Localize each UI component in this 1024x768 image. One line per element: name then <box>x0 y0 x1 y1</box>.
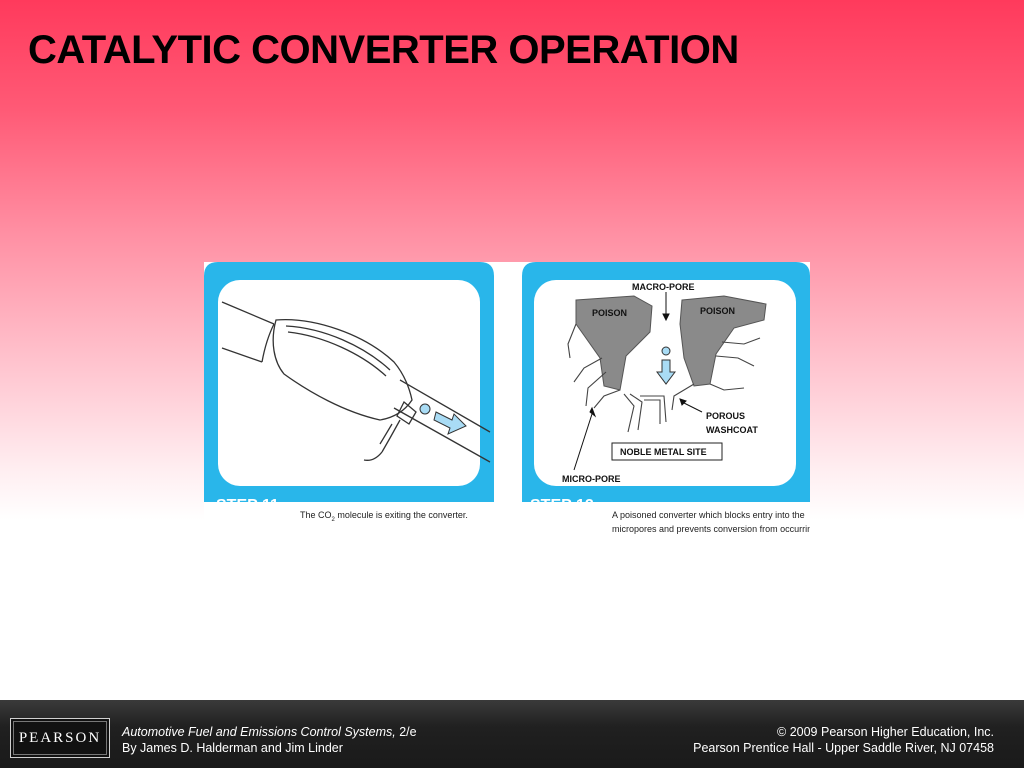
co2-molecule-icon <box>420 404 430 414</box>
micro-pore-label: MICRO-PORE <box>562 474 621 484</box>
step12-panel <box>522 262 810 502</box>
footer-copyright <box>693 724 994 756</box>
step12-label: STEP 12 <box>530 497 594 514</box>
noble-metal-site-label: NOBLE METAL SITE <box>620 447 707 457</box>
book-authors: By James D. Halderman and Jim Linder <box>122 741 343 755</box>
molecule-icon <box>662 347 670 355</box>
slide-title: CATALYTIC CONVERTER OPERATION <box>28 28 739 72</box>
washcoat-label: WASHCOAT <box>706 425 758 435</box>
porous-label: POROUS <box>706 411 746 421</box>
figure-svg <box>204 262 810 540</box>
step12-caption-line1: A poisoned converter which blocks entry into the <box>612 510 805 520</box>
converter-figure <box>204 262 810 540</box>
step11-panel <box>204 262 494 502</box>
copyright-line: © 2009 Pearson Higher Education, Inc. <box>777 725 994 739</box>
step12-caption-line2: micropores and prevents conversion from occurring. <box>612 524 810 534</box>
step11-caption: The $CO_2$ molecule is exiting the converter. <box>300 510 468 523</box>
pearson-logo: PEARSON <box>10 718 110 758</box>
book-edition: 2/e <box>395 725 417 739</box>
publisher-line: Pearson Prentice Hall - Upper Saddle River, NJ 07458 <box>693 741 994 755</box>
poison-left-label: POISON <box>592 308 628 318</box>
book-title: Automotive Fuel and Emissions Control Systems, <box>122 725 396 739</box>
macro-pore-label: MACRO-PORE <box>632 282 695 292</box>
footer-bar <box>0 700 1024 768</box>
step11-label: STEP 11 <box>216 497 279 514</box>
footer-book-info <box>122 724 417 756</box>
poison-right-label: POISON <box>700 306 736 316</box>
